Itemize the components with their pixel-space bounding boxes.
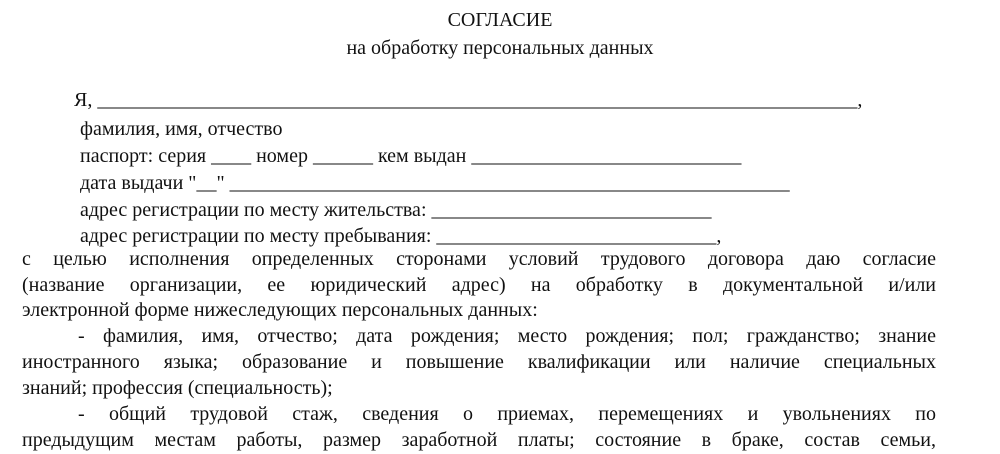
consent-text-line: с целью исполнения определенных сторонами условий трудового договора даю согласие <box>22 248 936 270</box>
personal-data-item: - фамилия, имя, отчество; дата рождения; место рождения; пол; гражданство; знание <box>78 325 936 347</box>
full-name-line: Я, ____________________________________________________________________________, <box>74 89 863 111</box>
residence-address-line: адрес регистрации по месту жительства: ____________________________ <box>80 199 712 221</box>
personal-data-item-continued: предыдущим местам работы, размер заработной платы; состояние в браке, состав семьи, <box>22 429 936 451</box>
personal-data-item: - общий трудовой стаж, сведения о приемах, перемещениях и увольнениях по <box>78 403 936 425</box>
passport-line: паспорт: серия ____ номер ______ кем выдан ___________________________ <box>80 145 742 167</box>
issue-date-line: дата выдачи "__" ________________________________________________________ <box>80 172 790 194</box>
personal-data-item-continued: знаний; профессия (специальность); <box>22 377 333 399</box>
personal-data-item-continued: иностранного языка; образование и повышение квалификации или наличие специальных <box>22 351 936 373</box>
consent-text-line: электронной форме нижеследующих персональных данных: <box>22 299 538 321</box>
document-title: СОГЛАСИЕ <box>447 9 553 31</box>
consent-text-line: (название организации, ее юридический адрес) на обработку в документальной и/или <box>22 274 936 296</box>
full-name-caption: фамилия, имя, отчество <box>80 118 283 140</box>
document-subtitle: на обработку персональных данных <box>346 37 654 59</box>
stay-address-line: адрес регистрации по месту пребывания: ____________________________, <box>80 225 722 247</box>
